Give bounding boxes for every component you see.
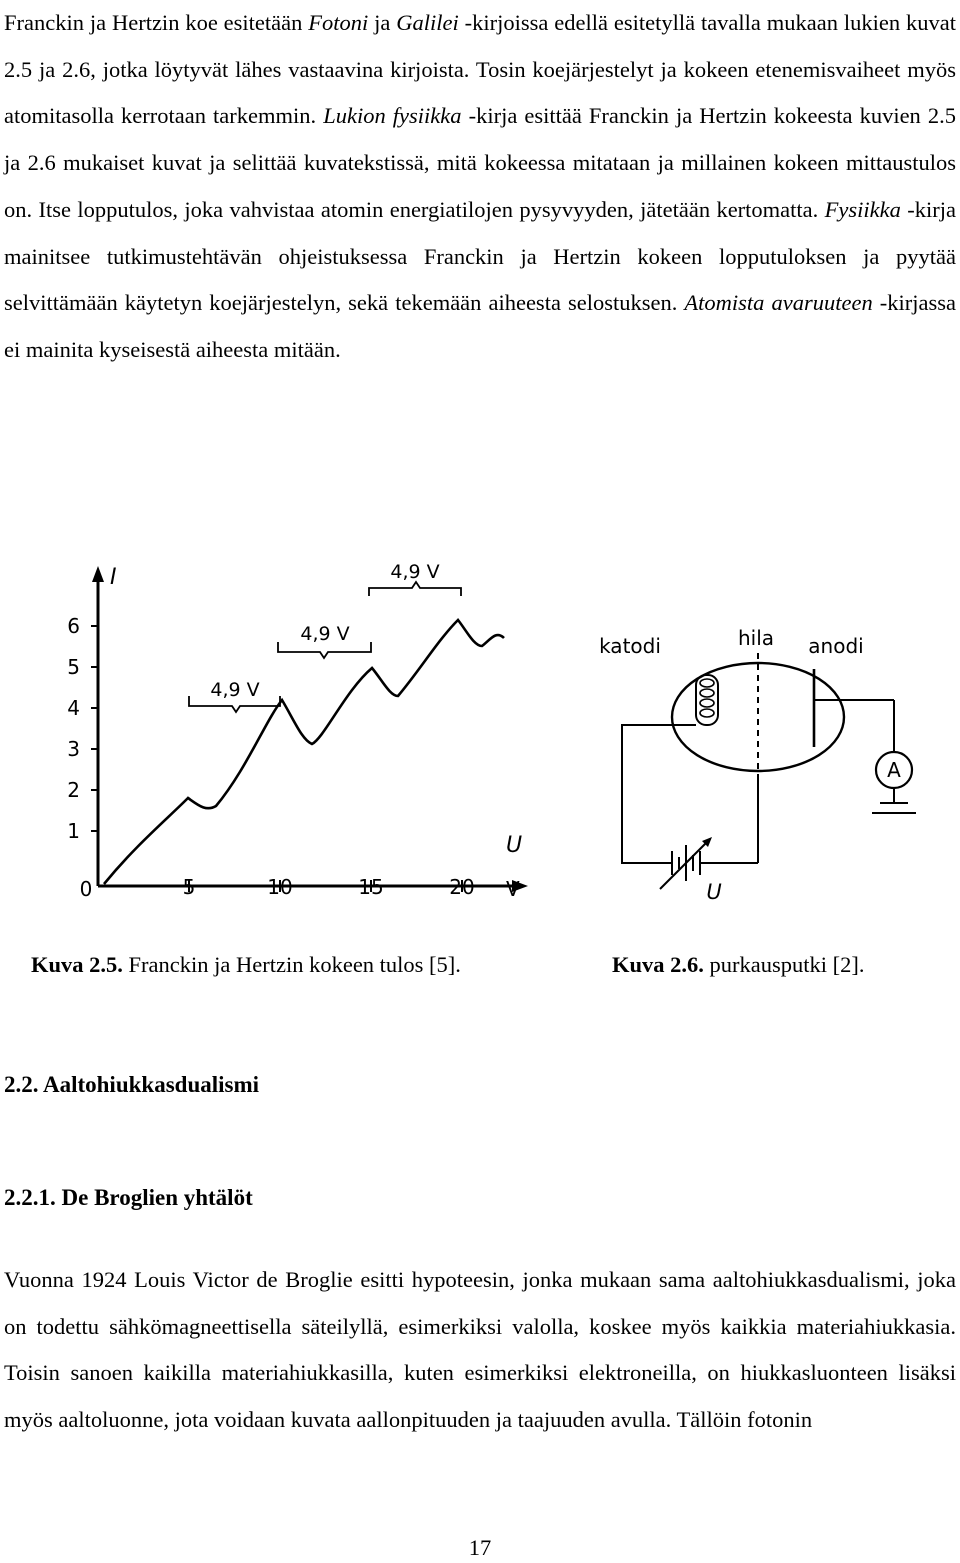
franck-hertz-graph	[46, 500, 550, 930]
caption-number: Kuva 2.6.	[612, 952, 704, 977]
x-tick-10: 10	[267, 875, 293, 899]
figure-2-5-caption	[31, 950, 461, 980]
text-run: -kirja mainitsee tutkimustehtävän ohjeistuksessa Franckin ja Hertzin kokeen lopputuloksen ja pyytää selvittämään käytetyn koejärjestelyn, sekä tekemään aiheesta selostuksen.	[4, 196, 956, 316]
x-tick-0: 0	[79, 877, 93, 901]
x-axis-label: U	[506, 833, 523, 858]
filament-coil	[700, 679, 714, 717]
anode-label: anodi	[808, 634, 864, 658]
text-run: ja	[368, 10, 397, 35]
text-run: -kirjassa ei mainita kyseisestä aiheesta mitään.	[4, 290, 956, 362]
cathode-label: katodi	[599, 634, 661, 658]
y-tick-3: 3	[67, 737, 80, 761]
brace-label-3: 4,9 V	[390, 561, 440, 583]
subsection-heading: 2.2.1. De Broglien yhtälöt	[4, 1185, 253, 1210]
x-tick-5: 5	[182, 875, 196, 899]
discharge-tube-figure	[588, 605, 924, 925]
book-title-fysiikka: Fysiikka	[824, 196, 901, 222]
discharge-tube-diagram	[588, 605, 924, 925]
caption-number: Kuva 2.5.	[31, 952, 123, 977]
brace-label-1: 4,9 V	[210, 679, 260, 701]
text-run: -kirja esittää Franckin ja Hertzin kokeesta kuvien 2.5 ja 2.6 mukaiset kuvat ja selittää kuvatekstissä, mitä kokeessa mitataan ja millainen kokeen mittaustulos on. Itse lopputulos, joka vahvistaa atomin energiatilojen pysyvyyden, jätetään kertomatta.	[4, 103, 956, 222]
text-run: -kirjoissa edellä esitetyllä tavalla mukaan lukien kuvat 2.5 ja 2.6, jotka löytyvät lähes vastaavina kirjoista. Tosin koejärjestelyt ja kokeen etenemisvaiheet myös atomitasolla kerrotaan tarkemmin.	[4, 10, 956, 129]
book-title-atomista-avaruuteen: Atomista avaruuteen	[684, 290, 873, 316]
de-broglie-paragraph: Vuonna 1924 Louis Victor de Broglie esitti hypoteesin, jonka mukaan sama aaltohiukkasdualismi, joka on todettu sähkömagneettisella säteilyllä, esimerkiksi valolla, koskee myös kaikkia materiahiukkasia. Toisin sanoen kaikilla materiahiukkasilla, kuten esimerkiksi elektroneilla, on hiukkasluonteen lisäksi myös aaltoluonne, jota voidaan kuvata aallonpituuden ja taajuuden avulla. Tällöin fotonin	[4, 1267, 956, 1432]
y-axis-label: I	[110, 565, 117, 590]
x-tick-20: 20	[449, 875, 475, 899]
current-voltage-curve	[104, 620, 504, 884]
voltage-label: U	[706, 880, 722, 904]
book-title-fotoni: Fotoni	[308, 10, 369, 35]
book-title-lukion-fysiikka: Lukion fysiikka	[323, 103, 462, 129]
section-heading: 2.2. Aaltohiukkasdualismi	[4, 1072, 260, 1097]
y-tick-6: 6	[67, 614, 80, 638]
figure-2-6-caption	[612, 950, 865, 980]
grid-label: hila	[737, 626, 775, 650]
caption-text: purkausputki [2].	[703, 952, 865, 977]
y-axis-arrow	[92, 566, 104, 582]
intro-paragraph	[4, 0, 956, 374]
y-tick-4: 4	[67, 696, 80, 720]
book-title-galilei: Galilei	[396, 10, 459, 35]
franck-hertz-graph-figure	[46, 500, 550, 930]
y-tick-5: 5	[67, 655, 80, 679]
brace-3	[369, 582, 461, 596]
page-number: 17	[468, 1535, 492, 1560]
brace-label-2: 4,9 V	[300, 623, 350, 645]
caption-text: Franckin ja Hertzin kokeen tulos [5].	[122, 952, 461, 977]
x-tick-15: 15	[358, 875, 384, 899]
ammeter-label: A	[887, 758, 901, 782]
y-tick-1: 1	[67, 819, 80, 843]
x-axis-unit: V	[506, 877, 520, 901]
text-run: Franckin ja Hertzin koe esitetään	[4, 10, 309, 35]
y-tick-2: 2	[67, 778, 80, 802]
